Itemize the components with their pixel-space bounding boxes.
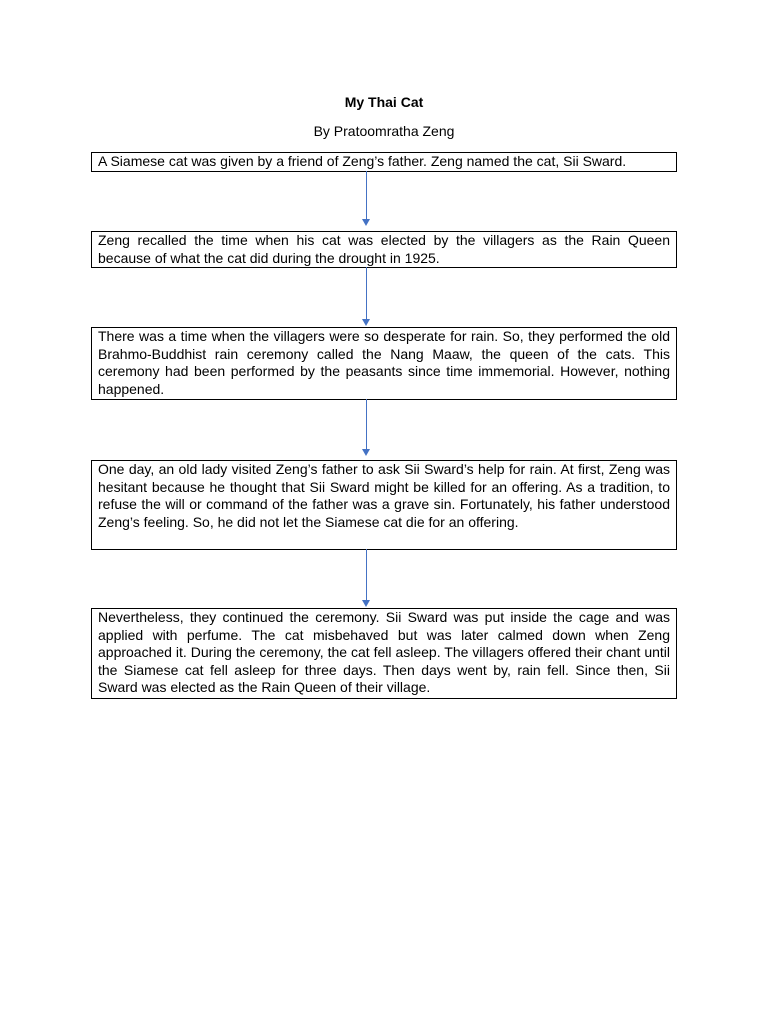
flowchart-box-3: There was a time when the villagers were so desperate for rain. So, they performed the old Brahmo-Buddhist rain ceremony called the Nang Maaw, the queen of the cats. This ceremony had been performed by the peasants since time immemorial. However, nothing happened. <box>91 327 677 400</box>
flowchart-box-5: Nevertheless, they continued the ceremony. Sii Sward was put inside the cage and was applied with perfume. The cat misbehaved but was later calmed down when Zeng approached it. During the ceremony, the cat fell asleep. The villagers offered their chant until the Siamese cat fell asleep for three days. Then days went by, rain fell. Since then, Sii Sward was elected as the Rain Queen of their village. <box>91 608 677 699</box>
document-author: By Pratoomratha Zeng <box>313 123 455 139</box>
connector-arrow-2 <box>362 267 370 326</box>
connector-arrow-4 <box>362 549 370 607</box>
flowchart-box-1: A Siamese cat was given by a friend of Zeng’s father. Zeng named the cat, Sii Sward. <box>91 152 677 172</box>
connector-arrow-1 <box>362 171 370 226</box>
flowchart-box-2: Zeng recalled the time when his cat was elected by the villagers as the Rain Queen because of what the cat did during the drought in 1925. <box>91 231 677 268</box>
document-title: My Thai Cat <box>344 94 424 110</box>
flowchart-box-4: One day, an old lady visited Zeng’s father to ask Sii Sward’s help for rain. At first, Zeng was hesitant because he thought that Sii Sward might be killed for an offering. As a tradition, to refuse the will or command of the father was a grave sin. Fortunately, his father understood Zeng’s feeling. So, he did not let the Siamese cat die for an offering. <box>91 460 677 550</box>
connector-arrow-3 <box>362 399 370 456</box>
